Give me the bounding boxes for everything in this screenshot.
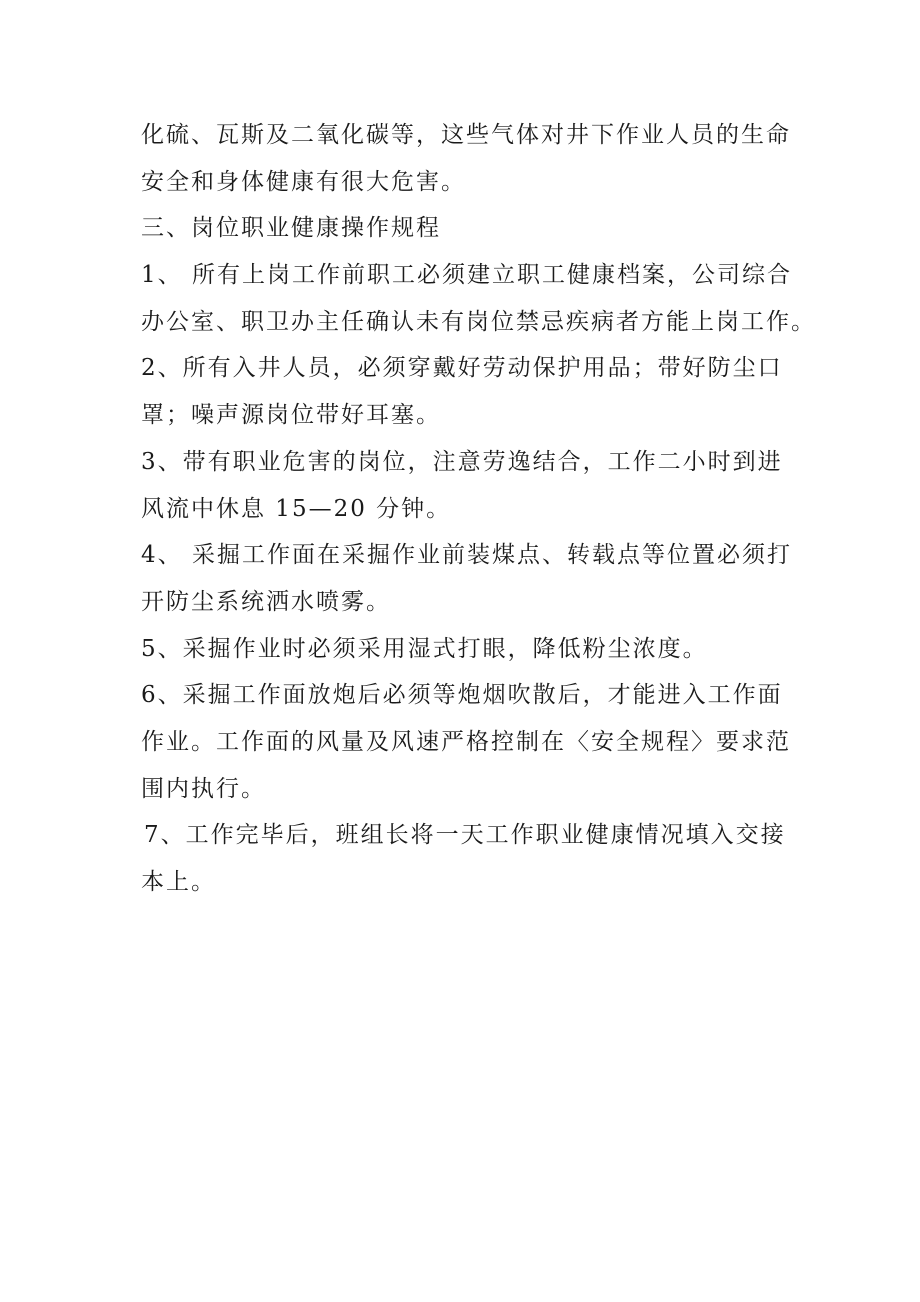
- text-line: 风流中休息 15—20 分钟。: [141, 495, 452, 522]
- text-line: 6、采掘工作面放炮后必须等炮烟吹散后，才能进入工作面: [141, 682, 783, 709]
- section-heading: 三、岗位职业健康操作规程: [141, 215, 441, 242]
- text-line: 5、采掘作业时必须采用湿式打眼，降低粉尘浓度。: [141, 635, 708, 662]
- text-line: 作业。工作面的风量及风速严格控制在〈安全规程〉要求范: [141, 728, 791, 755]
- text-line: 开防尘系统洒水喷雾。: [141, 588, 391, 615]
- text-line: 本上。: [141, 869, 216, 895]
- text-line: 办公室、职卫办主任确认未有岗位禁忌疾病者方能上岗工作。: [141, 308, 816, 335]
- text-line: 1、 所有上岗工作前职工必须建立职工健康档案，公司综合: [141, 262, 792, 289]
- text-line: 化硫、瓦斯及二氧化碳等，这些气体对井下作业人员的生命: [141, 122, 791, 148]
- text-line: 罩；噪声源岗位带好耳塞。: [141, 402, 441, 429]
- text-line: 安全和身体健康有很大危害。: [141, 168, 466, 195]
- text-line: 围内执行。: [141, 775, 266, 802]
- text-line: 4、 采掘工作面在采掘作业前装煤点、转载点等位置必须打: [141, 542, 792, 569]
- document-body: [141, 112, 816, 906]
- text-line: 3、带有职业危害的岗位，注意劳逸结合，工作二小时到进: [141, 448, 783, 475]
- text-line: 2、所有入井人员，必须穿戴好劳动保护用品；带好防尘口: [141, 355, 783, 382]
- text-line: 7、工作完毕后，班组长将一天工作职业健康情况填入交接: [144, 822, 786, 849]
